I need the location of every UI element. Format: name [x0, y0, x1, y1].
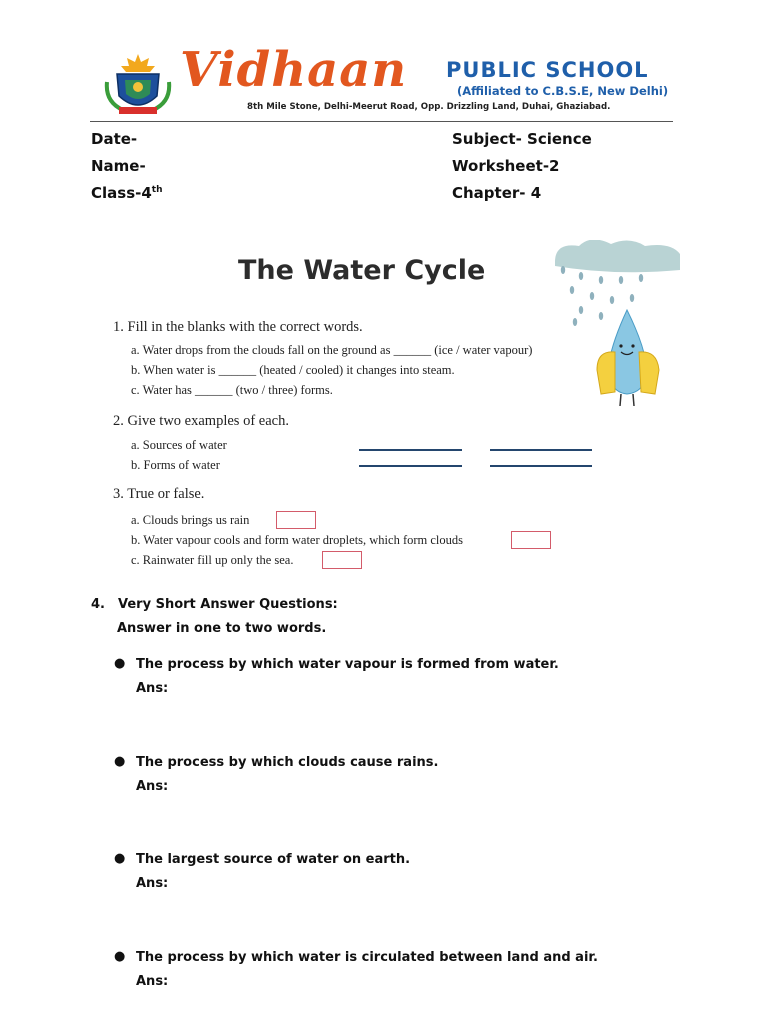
vsa-answer-label-3: Ans:: [136, 876, 169, 891]
q3-item-c: c. Rainwater fill up only the sea.: [131, 553, 294, 567]
school-crest-logo: [103, 52, 173, 116]
bullet-icon: ●: [114, 754, 126, 769]
q1-item-c: c. Water has ______ (two / three) forms.: [131, 383, 333, 397]
vsa-question-1: The process by which water vapour is formed from water.: [136, 657, 559, 672]
true-false-answer-box[interactable]: [511, 531, 551, 549]
true-false-answer-box[interactable]: [276, 511, 316, 529]
q2-item-b: b. Forms of water: [131, 458, 220, 472]
school-brand-name: Vidhaan: [180, 42, 408, 98]
q3-item-a: a. Clouds brings us rain: [131, 513, 250, 527]
q3-heading: 3. True or false.: [113, 486, 205, 502]
q1-item-a: a. Water drops from the clouds fall on the ground as ______ (ice / water vapour): [131, 343, 533, 357]
answer-line[interactable]: [359, 449, 462, 451]
bullet-icon: ●: [114, 851, 126, 866]
q2-item-a: a. Sources of water: [131, 438, 227, 452]
q1-item-b: b. When water is ______ (heated / cooled) it changes into steam.: [131, 363, 455, 377]
school-address: 8th Mile Stone, Delhi-Meerut Road, Opp. Drizzling Land, Duhai, Ghaziabad.: [247, 102, 611, 112]
answer-line[interactable]: [359, 465, 462, 467]
q3-item-b: b. Water vapour cools and form water droplets, which form clouds: [131, 533, 464, 547]
vsa-answer-label-2: Ans:: [136, 779, 169, 794]
vsa-question-4: The process by which water is circulated between land and air.: [136, 950, 598, 965]
chapter-label: Chapter- 4: [452, 184, 542, 202]
section4-instruction: Answer in one to two words.: [117, 621, 327, 636]
vsa-question-3: The largest source of water on earth.: [136, 852, 411, 867]
vsa-answer-label-1: Ans:: [136, 681, 169, 696]
true-false-answer-box[interactable]: [322, 551, 362, 569]
answer-line[interactable]: [490, 449, 592, 451]
section4-title: Very Short Answer Questions:: [118, 597, 338, 612]
section4-number: 4.: [91, 597, 105, 612]
school-name: PUBLIC SCHOOL: [446, 58, 649, 82]
raindrop-character-illustration: [545, 240, 680, 415]
vsa-question-2: The process by which clouds cause rains.: [136, 755, 439, 770]
school-affiliation: (Affiliated to C.B.S.E, New Delhi): [457, 84, 669, 98]
q1-heading: 1. Fill in the blanks with the correct words.: [113, 319, 363, 335]
header-divider: [90, 121, 673, 122]
class-label: [91, 184, 163, 202]
bullet-icon: ●: [114, 656, 126, 671]
worksheet-label: Worksheet-2: [452, 157, 560, 175]
bullet-icon: ●: [114, 949, 126, 964]
name-label: Name-: [91, 157, 146, 175]
class-text: Class-4: [91, 184, 152, 202]
subject-label: Subject- Science: [452, 130, 592, 148]
answer-line[interactable]: [490, 465, 592, 467]
vsa-answer-label-4: Ans:: [136, 974, 169, 989]
worksheet-title: The Water Cycle: [238, 255, 486, 286]
q2-heading: 2. Give two examples of each.: [113, 413, 289, 429]
class-superscript: th: [151, 185, 163, 195]
date-label: Date-: [91, 130, 138, 148]
